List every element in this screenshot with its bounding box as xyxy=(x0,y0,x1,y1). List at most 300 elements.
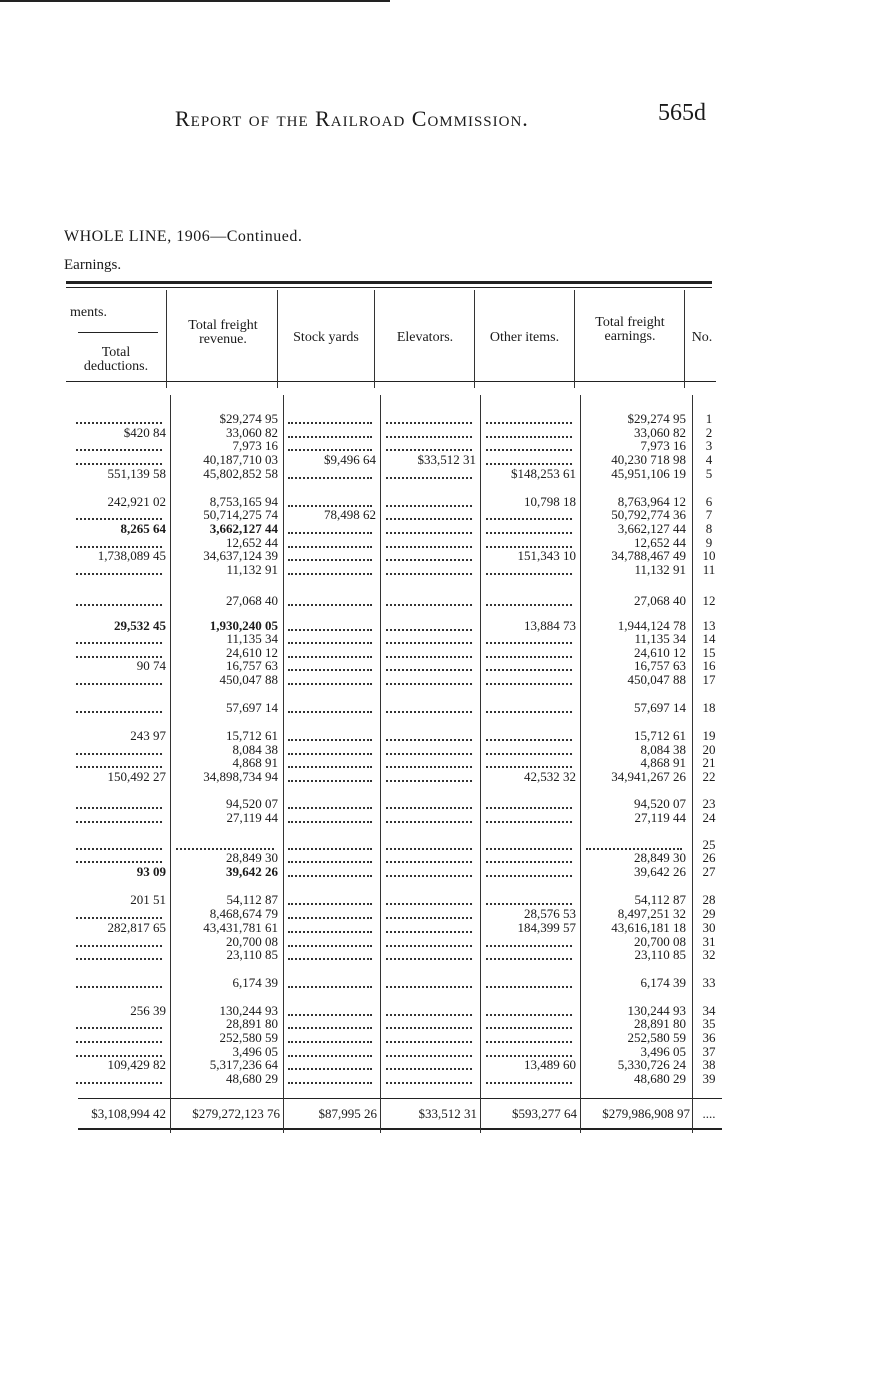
row-number: 34 xyxy=(702,1003,716,1018)
row-number: 14 xyxy=(702,631,716,646)
total-deductions-cell: $420 84 xyxy=(123,425,166,440)
total-freight-earnings-cell: 43,616,181 18 xyxy=(611,920,686,935)
dot-leader xyxy=(386,711,472,713)
row-number: 28 xyxy=(702,892,716,907)
dot-leader xyxy=(288,477,372,479)
dot-leader xyxy=(486,518,572,520)
total-freight-revenue-cell: 34,898,734 94 xyxy=(203,769,278,784)
total-freight-earnings-cell: 8,763,964 12 xyxy=(617,494,686,509)
dot-leader xyxy=(288,848,372,850)
dot-leader xyxy=(288,683,372,685)
row-number: 15 xyxy=(702,645,716,660)
dot-leader xyxy=(288,629,372,631)
dot-leader xyxy=(288,931,372,933)
stock-yards-cell: $9,496 64 xyxy=(324,452,376,467)
dot-leader xyxy=(486,436,572,438)
section-label: Earnings. xyxy=(64,257,122,273)
row-number: 23 xyxy=(702,796,716,811)
total-freight-earnings-cell: 27,119 44 xyxy=(634,810,686,825)
dot-leader xyxy=(288,669,372,671)
dot-leader xyxy=(386,931,472,933)
dot-leader xyxy=(386,422,472,424)
dot-leader xyxy=(486,958,572,960)
dot-leader xyxy=(486,903,572,905)
total-freight-revenue-cell: 16,757 63 xyxy=(226,658,278,673)
dot-leader xyxy=(386,518,472,520)
top-edge-rule xyxy=(0,0,390,2)
dot-leader xyxy=(76,449,162,451)
row-number: 38 xyxy=(702,1057,716,1072)
total-freight-revenue-cell: 24,610 12 xyxy=(226,645,278,660)
total-deductions-cell: 93 09 xyxy=(136,864,166,879)
total-freight-earnings-cell: 8,084 38 xyxy=(640,742,686,757)
dot-leader xyxy=(386,669,472,671)
total-deductions-cell: 1,738,089 45 xyxy=(97,548,166,563)
dot-leader xyxy=(386,436,472,438)
total-freight-earnings-cell: 54,112 87 xyxy=(634,892,686,907)
body-divider-1 xyxy=(170,395,171,1133)
running-title: Report of the Railroad Commission. xyxy=(175,106,529,131)
total-freight-revenue-cell: 27,068 40 xyxy=(226,593,278,608)
dot-leader xyxy=(288,917,372,919)
dot-leader xyxy=(288,604,372,606)
dot-leader xyxy=(288,436,372,438)
total-freight-earnings-cell: 45,951,106 19 xyxy=(611,466,686,481)
dot-leader xyxy=(486,422,572,424)
total-freight-earnings-cell: $29,274 95 xyxy=(627,411,686,426)
row-number: 2 xyxy=(705,425,713,440)
row-number: 17 xyxy=(702,672,716,687)
total-freight-earnings-cell: 39,642 26 xyxy=(634,864,686,879)
header-divider-3 xyxy=(374,290,375,388)
total-freight-revenue-cell: 130,244 93 xyxy=(219,1003,278,1018)
total-freight-earnings-cell: 94,520 07 xyxy=(634,796,686,811)
total-freight-revenue-cell: 50,714,275 74 xyxy=(203,507,278,522)
dot-leader xyxy=(486,1041,572,1043)
total-freight-revenue-sum: $279,272,123 76 xyxy=(192,1106,280,1121)
column-header-no: No. xyxy=(691,330,713,345)
dot-leader xyxy=(288,807,372,809)
total-freight-revenue-cell: 40,187,710 03 xyxy=(203,452,278,467)
dot-leader xyxy=(76,807,162,809)
total-freight-earnings-cell: 5,330,726 24 xyxy=(617,1057,686,1072)
column-header-total-deductions: Total deductions. xyxy=(83,345,149,374)
dot-leader xyxy=(486,669,572,671)
dot-leader xyxy=(288,986,372,988)
dot-leader xyxy=(288,753,372,755)
row-number: 35 xyxy=(702,1016,716,1031)
total-freight-earnings-cell: 252,580 59 xyxy=(627,1030,686,1045)
dot-leader xyxy=(76,573,162,575)
header-divider-1 xyxy=(166,290,167,388)
header-divider-5 xyxy=(574,290,575,388)
dot-leader xyxy=(386,629,472,631)
dot-leader xyxy=(386,1082,472,1084)
dot-leader xyxy=(486,945,572,947)
total-freight-earnings-cell: 3,496 05 xyxy=(640,1044,686,1059)
dot-leader xyxy=(386,642,472,644)
total-freight-revenue-cell: 39,642 26 xyxy=(226,864,278,879)
other-items-cell: 151,343 10 xyxy=(517,548,576,563)
dot-leader xyxy=(288,875,372,877)
total-freight-revenue-cell: 28,891 80 xyxy=(226,1016,278,1031)
total-freight-revenue-cell: 8,084 38 xyxy=(232,742,278,757)
dot-leader xyxy=(486,766,572,768)
total-freight-revenue-cell: 34,637,124 39 xyxy=(203,548,278,563)
total-freight-earnings-cell: 6,174 39 xyxy=(640,975,686,990)
total-freight-revenue-cell: 4,868 91 xyxy=(232,755,278,770)
dot-leader xyxy=(386,683,472,685)
elevators-sum: $33,512 31 xyxy=(418,1106,477,1121)
column-header-total-freight-earnings: Total freight earnings. xyxy=(595,315,665,344)
dot-leader xyxy=(386,917,472,919)
total-deductions-cell: 551,139 58 xyxy=(107,466,166,481)
total-freight-earnings-cell: 3,662,127 44 xyxy=(617,521,686,536)
total-freight-earnings-cell: 1,944,124 78 xyxy=(617,618,686,633)
dot-leader xyxy=(76,1082,162,1084)
total-freight-revenue-cell: 11,132 91 xyxy=(226,562,278,577)
row-number: 30 xyxy=(702,920,716,935)
dot-leader xyxy=(288,1014,372,1016)
dot-leader xyxy=(288,903,372,905)
total-freight-revenue-cell: 7,973 16 xyxy=(232,438,278,453)
row-number: 25 xyxy=(702,837,716,852)
dot-leader xyxy=(386,477,472,479)
total-deductions-cell: 242,921 02 xyxy=(107,494,166,509)
dot-leader xyxy=(486,683,572,685)
dot-leader xyxy=(76,917,162,919)
dot-leader xyxy=(486,875,572,877)
other-items-cell: 42,532 32 xyxy=(524,769,576,784)
dot-leader xyxy=(386,532,472,534)
dot-leader xyxy=(288,780,372,782)
row-number: 7 xyxy=(705,507,713,522)
total-deductions-cell: 150,492 27 xyxy=(107,769,166,784)
row-number: 8 xyxy=(705,521,713,536)
dot-leader xyxy=(486,463,572,465)
total-freight-revenue-cell: 1,930,240 05 xyxy=(209,618,278,633)
dot-leader xyxy=(386,753,472,755)
page-number: 565d xyxy=(658,100,706,126)
dot-leader xyxy=(386,1027,472,1029)
total-freight-revenue-cell: 23,110 85 xyxy=(226,947,278,962)
other-items-cell: 13,489 60 xyxy=(524,1057,576,1072)
total-freight-earnings-cell: 23,110 85 xyxy=(634,947,686,962)
dot-leader xyxy=(76,1027,162,1029)
row-number: 36 xyxy=(702,1030,716,1045)
dot-leader xyxy=(288,656,372,658)
total-freight-earnings-cell: 4,868 91 xyxy=(640,755,686,770)
stock-yards-cell: 78,498 62 xyxy=(324,507,376,522)
dot-leader xyxy=(288,945,372,947)
table-subtitle: WHOLE LINE, 1906—Continued. xyxy=(64,228,303,245)
total-deductions-cell: 256 39 xyxy=(130,1003,166,1018)
header-bottom-rule xyxy=(66,381,716,382)
row-number: 29 xyxy=(702,906,716,921)
total-freight-revenue-cell: 43,431,781 61 xyxy=(203,920,278,935)
dot-leader xyxy=(288,449,372,451)
other-items-cell: 10,798 18 xyxy=(524,494,576,509)
column-header-elevators: Elevators. xyxy=(396,330,454,345)
total-freight-earnings-cell: 48,680 29 xyxy=(634,1071,686,1086)
dot-leader xyxy=(288,573,372,575)
other-items-cell: 28,576 53 xyxy=(524,906,576,921)
total-freight-revenue-cell: 8,468,674 79 xyxy=(209,906,278,921)
dot-leader xyxy=(288,642,372,644)
total-freight-revenue-cell: 3,662,127 44 xyxy=(209,521,278,536)
total-freight-earnings-cell: 24,610 12 xyxy=(634,645,686,660)
body-divider-3 xyxy=(380,395,381,1133)
total-freight-earnings-cell: 40,230 718 98 xyxy=(611,452,686,467)
totals-row-no: .... xyxy=(702,1106,716,1121)
dot-leader xyxy=(386,656,472,658)
stock-yards-sum: $87,995 26 xyxy=(318,1106,377,1121)
total-freight-revenue-cell: 57,697 14 xyxy=(226,700,278,715)
dot-leader xyxy=(288,958,372,960)
column-header-stock-yards: Stock yards xyxy=(293,330,359,345)
total-freight-earnings-cell: 33,060 82 xyxy=(634,425,686,440)
dot-leader xyxy=(386,848,472,850)
dot-leader xyxy=(486,861,572,863)
dot-leader xyxy=(76,604,162,606)
dot-leader xyxy=(288,422,372,424)
total-freight-earnings-cell: 8,497,251 32 xyxy=(617,906,686,921)
dot-leader xyxy=(386,780,472,782)
total-deductions-cell: 8,265 64 xyxy=(120,521,166,536)
total-freight-earnings-cell: 20,700 08 xyxy=(634,934,686,949)
total-freight-earnings-cell: 11,132 91 xyxy=(634,562,686,577)
row-number: 1 xyxy=(705,411,713,426)
column-header-other-items: Other items. xyxy=(489,330,560,345)
dot-leader xyxy=(386,1055,472,1057)
total-deductions-cell: 243 97 xyxy=(130,728,166,743)
row-number: 18 xyxy=(702,700,716,715)
total-freight-earnings-cell: 7,973 16 xyxy=(640,438,686,453)
dot-leader xyxy=(76,463,162,465)
dot-leader xyxy=(386,1041,472,1043)
total-freight-revenue-cell: 20,700 08 xyxy=(226,934,278,949)
total-freight-earnings-cell: 130,244 93 xyxy=(627,1003,686,1018)
dot-leader xyxy=(386,1068,472,1070)
body-divider-5 xyxy=(580,395,581,1133)
dot-leader xyxy=(76,766,162,768)
total-freight-revenue-cell: 450,047 88 xyxy=(219,672,278,687)
total-freight-earnings-sum: $279,986,908 97 xyxy=(602,1106,690,1121)
body-divider-2 xyxy=(283,395,284,1133)
dot-leader xyxy=(288,821,372,823)
total-freight-revenue-cell: 28,849 30 xyxy=(226,850,278,865)
total-freight-revenue-cell: 6,174 39 xyxy=(232,975,278,990)
dot-leader xyxy=(386,1014,472,1016)
dot-leader xyxy=(486,807,572,809)
dot-leader xyxy=(288,1055,372,1057)
dot-leader xyxy=(486,656,572,658)
dot-leader xyxy=(486,532,572,534)
total-freight-revenue-cell: 54,112 87 xyxy=(226,892,278,907)
dot-leader xyxy=(386,449,472,451)
total-freight-revenue-cell: $29,274 95 xyxy=(219,411,278,426)
total-freight-revenue-cell: 48,680 29 xyxy=(226,1071,278,1086)
dot-leader xyxy=(386,604,472,606)
dot-leader xyxy=(288,559,372,561)
dot-leader xyxy=(288,766,372,768)
total-deductions-cell: 29,532 45 xyxy=(114,618,166,633)
total-deductions-cell: 90 74 xyxy=(136,658,166,673)
row-number: 32 xyxy=(702,947,716,962)
table-top-rule-thin xyxy=(66,287,712,288)
dot-leader xyxy=(76,683,162,685)
dot-leader xyxy=(76,945,162,947)
dot-leader xyxy=(288,1041,372,1043)
dot-leader xyxy=(386,573,472,575)
dot-leader xyxy=(486,711,572,713)
dot-leader xyxy=(386,945,472,947)
body-divider-6 xyxy=(692,395,693,1133)
dot-leader xyxy=(76,422,162,424)
row-number: 21 xyxy=(702,755,716,770)
column-header-total-freight-revenue: Total freight revenue. xyxy=(188,318,258,347)
dot-leader xyxy=(386,986,472,988)
row-number: 10 xyxy=(702,548,716,563)
row-number: 3 xyxy=(705,438,713,453)
row-number: 5 xyxy=(705,466,713,481)
total-freight-earnings-cell: 450,047 88 xyxy=(627,672,686,687)
row-number: 39 xyxy=(702,1071,716,1086)
dot-leader xyxy=(288,711,372,713)
dot-leader xyxy=(288,739,372,741)
dot-leader xyxy=(486,642,572,644)
total-freight-earnings-cell: 34,788,467 49 xyxy=(611,548,686,563)
row-number: 33 xyxy=(702,975,716,990)
dot-leader xyxy=(386,505,472,507)
total-deductions-cell: 282,817 65 xyxy=(107,920,166,935)
row-number: 31 xyxy=(702,934,716,949)
dot-leader xyxy=(386,546,472,548)
table-top-rule-thick xyxy=(66,281,712,284)
column-header-ments: ments. xyxy=(70,305,107,320)
total-freight-revenue-cell: 94,520 07 xyxy=(226,796,278,811)
row-number: 20 xyxy=(702,742,716,757)
row-number: 6 xyxy=(705,494,713,509)
dot-leader xyxy=(486,449,572,451)
dot-leader xyxy=(486,848,572,850)
dot-leader xyxy=(288,1068,372,1070)
dot-leader xyxy=(386,766,472,768)
row-number: 9 xyxy=(705,535,713,550)
total-freight-revenue-cell: 15,712 61 xyxy=(226,728,278,743)
dot-leader xyxy=(486,573,572,575)
totals-top-rule xyxy=(78,1098,722,1099)
total-freight-earnings-cell: 12,652 44 xyxy=(634,535,686,550)
dot-leader xyxy=(386,559,472,561)
dot-leader xyxy=(76,1041,162,1043)
dot-leader xyxy=(486,604,572,606)
row-number: 13 xyxy=(702,618,716,633)
row-number: 37 xyxy=(702,1044,716,1059)
dot-leader xyxy=(486,1027,572,1029)
dot-leader xyxy=(76,958,162,960)
total-freight-earnings-cell: 28,891 80 xyxy=(634,1016,686,1031)
dot-leader xyxy=(386,821,472,823)
dot-leader xyxy=(76,753,162,755)
dot-leader xyxy=(386,861,472,863)
total-freight-earnings-cell: 50,792,774 36 xyxy=(611,507,686,522)
dot-leader xyxy=(76,986,162,988)
table-bottom-rule xyxy=(78,1128,722,1130)
row-number: 12 xyxy=(702,593,716,608)
other-items-cell: $148,253 61 xyxy=(511,466,576,481)
total-deductions-cell: 201 51 xyxy=(130,892,166,907)
total-freight-revenue-cell: 8,753,165 94 xyxy=(209,494,278,509)
row-number: 24 xyxy=(702,810,716,825)
dot-leader xyxy=(76,518,162,520)
dot-leader xyxy=(486,739,572,741)
total-freight-revenue-cell: 33,060 82 xyxy=(226,425,278,440)
dot-leader xyxy=(386,958,472,960)
other-items-cell: 184,399 57 xyxy=(517,920,576,935)
total-freight-earnings-cell: 27,068 40 xyxy=(634,593,686,608)
total-freight-revenue-cell: 3,496 05 xyxy=(232,1044,278,1059)
dot-leader xyxy=(76,821,162,823)
row-number: 19 xyxy=(702,728,716,743)
dot-leader xyxy=(288,532,372,534)
row-number: 16 xyxy=(702,658,716,673)
dot-leader xyxy=(288,1082,372,1084)
total-freight-earnings-cell: 34,941,267 26 xyxy=(611,769,686,784)
total-freight-revenue-cell: 11,135 34 xyxy=(226,631,278,646)
total-freight-revenue-cell: 5,317,236 64 xyxy=(209,1057,278,1072)
dot-leader xyxy=(386,875,472,877)
dot-leader xyxy=(288,861,372,863)
total-freight-revenue-cell: 252,580 59 xyxy=(219,1030,278,1045)
elevators-cell: $33,512 31 xyxy=(417,452,476,467)
dot-leader xyxy=(486,1014,572,1016)
row-number: 26 xyxy=(702,850,716,865)
total-deductions-cell: 109,429 82 xyxy=(107,1057,166,1072)
total-freight-revenue-cell: 27,119 44 xyxy=(226,810,278,825)
dot-leader xyxy=(76,642,162,644)
body-divider-4 xyxy=(480,395,481,1133)
row-number: 27 xyxy=(702,864,716,879)
total-freight-earnings-cell: 11,135 34 xyxy=(634,631,686,646)
total-freight-revenue-cell: 45,802,852 58 xyxy=(203,466,278,481)
header-sub-rule xyxy=(78,332,158,333)
dot-leader xyxy=(76,848,162,850)
dot-leader xyxy=(486,821,572,823)
dot-leader xyxy=(288,1027,372,1029)
total-deductions-sum: $3,108,994 42 xyxy=(91,1106,166,1121)
total-freight-revenue-cell: 12,652 44 xyxy=(226,535,278,550)
row-number: 4 xyxy=(705,452,713,467)
dot-leader xyxy=(386,807,472,809)
row-number: 11 xyxy=(702,562,716,577)
total-freight-earnings-cell: 57,697 14 xyxy=(634,700,686,715)
dot-leader xyxy=(288,546,372,548)
other-items-cell: 13,884 73 xyxy=(524,618,576,633)
row-number: 22 xyxy=(702,769,716,784)
total-freight-earnings-cell: 16,757 63 xyxy=(634,658,686,673)
dot-leader xyxy=(486,986,572,988)
other-items-sum: $593,277 64 xyxy=(512,1106,577,1121)
dot-leader xyxy=(76,861,162,863)
dot-leader xyxy=(486,753,572,755)
dot-leader xyxy=(386,739,472,741)
total-freight-earnings-cell: 28,849 30 xyxy=(634,850,686,865)
dot-leader xyxy=(76,711,162,713)
total-freight-earnings-cell: 15,712 61 xyxy=(634,728,686,743)
dot-leader xyxy=(486,1082,572,1084)
dot-leader xyxy=(386,903,472,905)
